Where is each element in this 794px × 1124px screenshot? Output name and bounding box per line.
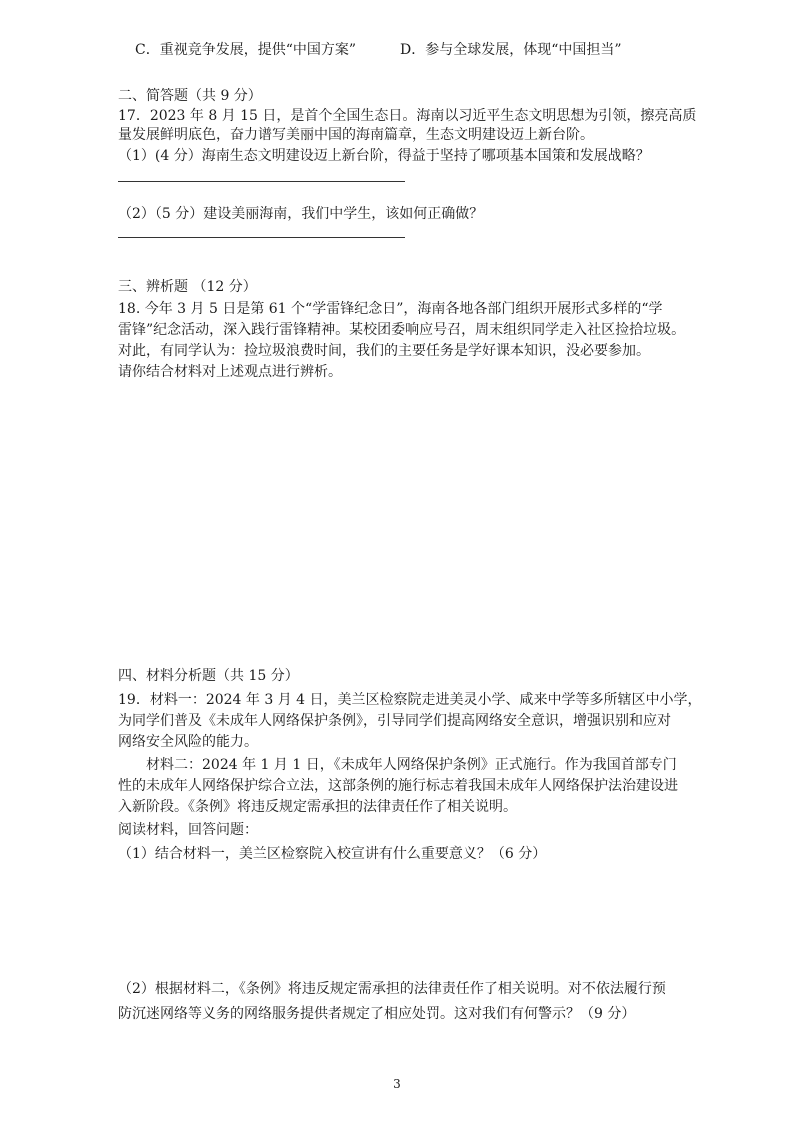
q19-material2-line2: 性的未成年人网络保护综合立法，这部条例的施行标志着我国未成年人网络保护法治建设进 (118, 778, 678, 794)
q19-part2-line2: 防沉迷网络等义务的网络服务提供者规定了相应处罚。这对我们有何警示？（9 分） (118, 1006, 636, 1022)
q19-material1-line2: 为同学们普及《未成年人网络保护条例》，引导同学们提高网络安全意识，增强识别和应对 (118, 713, 671, 729)
section4-heading: 四、材料分析题（共 15 分） (118, 668, 299, 684)
q19-material1-line3: 网络安全风险的能力。 (118, 734, 258, 750)
q17-part1-answer-line[interactable] (118, 181, 405, 182)
q18-line4: 请你结合材料对上述观点进行辨析。 (118, 364, 342, 380)
section3-heading: 三、辨析题 （12 分） (118, 279, 257, 295)
option-c: C．重视竞争发展，提供“中国方案” (135, 42, 357, 58)
q17-part2-answer-line[interactable] (118, 237, 405, 238)
q18-line2: 雷锋”纪念活动，深入践行雷锋精神。某校团委响应号召，周末组织同学走入社区捡拾垃圾。 (118, 322, 686, 338)
q19-part2-line1: （2）根据材料二，《条例》将违反规定需承担的法律责任作了相关说明。对不依法履行预 (118, 981, 666, 997)
q17-stem-line2: 量发展鲜明底色，奋力谱写美丽中国的海南篇章，生态文明建设迈上新台阶。 (118, 127, 594, 143)
q19-part1: （1）结合材料一，美兰区检察院入校宣讲有什么重要意义？（6 分） (118, 846, 547, 862)
q17-part2: （2）（5 分）建设美丽海南，我们中学生，该如何正确做？ (118, 206, 484, 222)
page-number: 3 (393, 1077, 401, 1091)
q18-line3: 对此，有同学认为：捡垃圾浪费时间，我们的主要任务是学好课本知识，没必要参加。 (118, 343, 650, 359)
q17-stem-line1: 17．2023 年 8 月 15 日，是首个全国生态日。海南以习近平生态文明思想为引领，擦亮高质 (118, 108, 697, 124)
section2-heading: 二、简答题（共 9 分） (118, 88, 262, 104)
q19-material2-line1: 材料二：2024 年 1 月 1 日，《未成年人网络保护条例》正式施行。作为我国首部专门 (146, 757, 677, 773)
q19-material2-line3: 入新阶段。《条例》将违反规定需承担的法律责任作了相关说明。 (118, 799, 517, 815)
q17-part1: （1）(4 分）海南生态文明建设迈上新台阶，得益于坚持了哪项基本国策和发展战略？ (118, 148, 650, 164)
q19-material1-line1: 19．材料一：2024 年 3 月 4 日，美兰区检察院走进美灵小学、咸来中学等多所辖区中小学， (118, 692, 702, 708)
q18-line1: 18. 今年 3 月 5 日是第 61 个“学雷锋纪念日”，海南各地各部门组织开展形式多样的“学 (118, 301, 663, 317)
q19-prompt: 阅读材料，回答问题： (118, 822, 258, 838)
option-d: D．参与全球发展，体现“中国担当” (400, 42, 622, 58)
